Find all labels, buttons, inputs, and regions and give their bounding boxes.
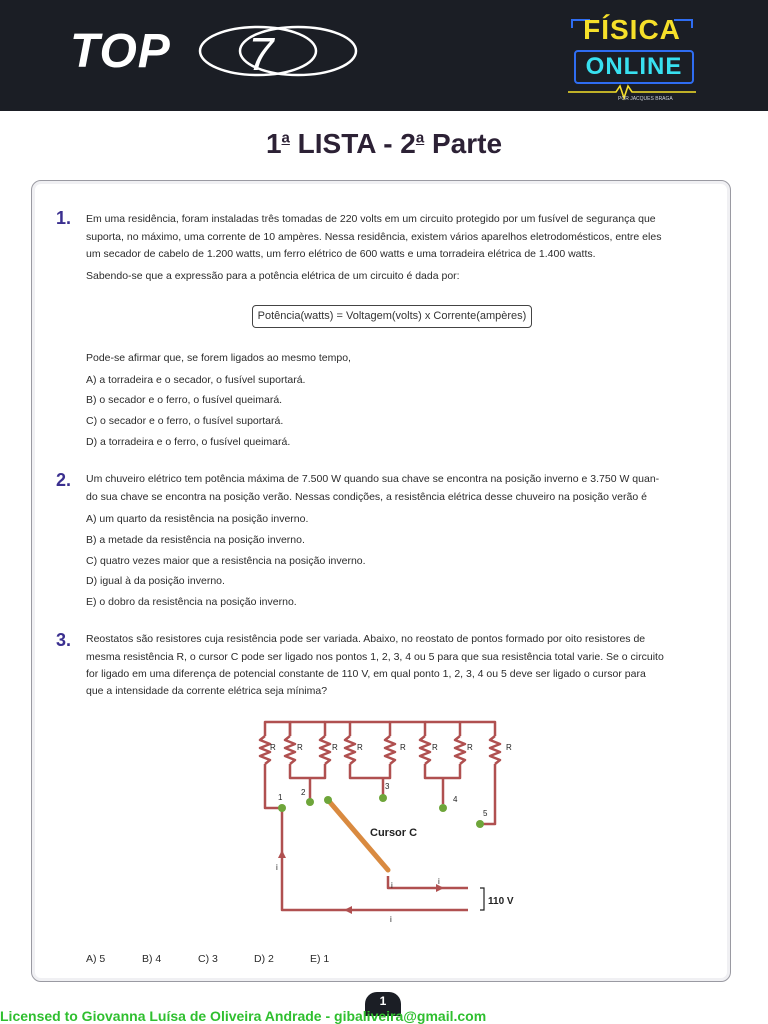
contact-point-4 [439, 804, 447, 812]
point-label-5: 5 [483, 809, 488, 818]
title-ordinal: a [415, 129, 425, 147]
question-2-option: E) o dobro da resistência na posição inverno. [86, 596, 297, 608]
question-3-answer: B) 4 [142, 953, 162, 965]
title-ordinal: a [281, 129, 290, 147]
question-1-option: D) a torradeira e o ferro, o fusível queimará. [86, 436, 291, 448]
title-part: LISTA - 2 [289, 128, 416, 159]
bottom-wire [350, 764, 390, 778]
point-label-3: 3 [385, 782, 390, 791]
fisica-online-logo [566, 14, 698, 104]
point-label-1: 1 [278, 793, 283, 802]
question-3-answer: A) 5 [86, 953, 106, 965]
point-label-4: 4 [453, 795, 458, 804]
contact-point-1 [278, 804, 286, 812]
resistor-label: R [332, 743, 338, 752]
resistor-zigzag [490, 736, 500, 764]
question-2-option: B) a metade da resistência na posição inverno. [86, 534, 305, 546]
point-label-2: 2 [301, 788, 306, 797]
logo-title: FÍSICA [583, 14, 681, 45]
question-1-text-line: um secador de cabelo de 1.200 watts, um ferro elétrico de 600 watts e uma torradeira elétrica de 1.400 watts. [86, 248, 596, 260]
question-1-intro: Sabendo-se que a expressão para a potência elétrica de um circuito é dada por: [86, 270, 460, 282]
title-part: Parte [424, 128, 503, 159]
logo-credit: POR JACQUES BRAGA [618, 96, 673, 102]
license-watermark: Licensed to Giovanna Luísa de Oliveira Andrade - gibaliveira@gmail.com [0, 1008, 487, 1024]
contact-point-2 [306, 798, 314, 806]
question-1-number: 1. [56, 208, 72, 228]
question-3-number: 3. [56, 630, 72, 650]
question-3-answer: E) 1 [310, 953, 330, 965]
resistor-label: R [400, 743, 406, 752]
resistor-zigzag [420, 736, 430, 764]
bottom-wire [425, 764, 460, 778]
question-3-answer: C) 3 [198, 953, 218, 965]
voltage-label: 110 V [488, 896, 514, 907]
power-formula-box: Potência(watts) = Voltagem(volts) x Corrente(ampères) [252, 305, 532, 328]
question-1-text-line: Em uma residência, foram instaladas três tomadas de 220 volts em um circuito protegido por um fusível de segurança que [86, 213, 656, 225]
resistor-zigzag [455, 736, 465, 764]
top-wire [325, 722, 350, 736]
question-3-text-line: for ligado em uma diferença de potencial constante de 110 V, em qual ponto 1, 2, 3, 4 ou 5 deve ser ligado o cursor para [86, 668, 646, 680]
cursor-label: Cursor C [370, 827, 418, 839]
question-1-option: A) a torradeira e o secador, o fusível suportará. [86, 374, 306, 386]
resistor-zigzag [320, 736, 330, 764]
question-2-number: 2. [56, 470, 72, 490]
question-1-option: B) o secador e o ferro, o fusível queimará. [86, 394, 283, 406]
resistor-label: R [432, 743, 438, 752]
top-number-badge [198, 20, 363, 82]
page-title [0, 128, 768, 160]
question-1-option: C) o secador e o ferro, o fusível suportará. [86, 415, 284, 427]
resistor-label: R [357, 743, 363, 752]
rheostat-circuit-diagram [240, 712, 530, 930]
current-label: i [276, 863, 278, 872]
question-1-prompt: Pode-se afirmar que, se forem ligados ao mesmo tempo, [86, 352, 351, 364]
question-3-text-line: que a intensidade da corrente elétrica seja mínima? [86, 685, 328, 697]
resistor-label: R [467, 743, 473, 752]
header-banner [0, 0, 768, 111]
voltage-bracket [480, 888, 484, 910]
main-circuit-wire [388, 876, 468, 888]
current-label: i [438, 877, 440, 886]
question-3-answer: D) 2 [254, 953, 274, 965]
resistor-label: R [297, 743, 303, 752]
resistor-zigzag [345, 736, 355, 764]
main-circuit-wire [282, 808, 468, 910]
top-wire [265, 722, 290, 736]
logo-subtitle: ONLINE [574, 50, 694, 84]
resistor-label: R [270, 743, 276, 752]
question-1-text-line: suporta, no máximo, uma corrente de 10 ampères. Nessa residência, existem vários aparelhos eletrodomésticos, entre eles [86, 231, 662, 243]
bottom-wire [290, 764, 325, 778]
resistor-zigzag [385, 736, 395, 764]
question-2-option: C) quatro vezes maior que a resistência na posição inverno. [86, 555, 366, 567]
title-part: 1 [265, 128, 282, 159]
top-wire [390, 722, 425, 736]
resistor-zigzag [285, 736, 295, 764]
current-label: i [391, 881, 393, 890]
question-2-option: A) um quarto da resistência na posição inverno. [86, 513, 309, 525]
top-number: 7 [248, 28, 274, 80]
current-label: i [390, 915, 392, 924]
current-arrow [344, 906, 352, 914]
question-2-option: D) igual à da posição inverno. [86, 575, 225, 587]
question-3-text-line: Reostatos são resistores cuja resistência pode ser variada. Abaixo, no reostato de pontos formado por oito resistores de [86, 633, 646, 645]
top-label: TOP [70, 25, 171, 78]
resistor-zigzag [260, 736, 270, 764]
current-arrow [278, 850, 286, 858]
contact-point-5 [476, 820, 484, 828]
contact-point-3 [379, 794, 387, 802]
resistor-label: R [506, 743, 512, 752]
question-3-text-line: mesma resistência R, o cursor C pode ser ligado nos pontos 1, 2, 3, 4 ou 5 para que sua resistência total varie. Se o circuito [86, 651, 664, 663]
top-wire [460, 722, 495, 736]
page-number: 1 [365, 992, 401, 1016]
question-2-text-line: Um chuveiro elétrico tem potência máxima de 7.500 W quando sua chave se encontra na posição inverno e 3.750 W quan- [86, 473, 660, 485]
cursor-pivot [324, 796, 332, 804]
question-2-text-line: do sua chave se encontra na posição verão. Nessas condições, a resistência elétrica desse chuveiro na posição verão é [86, 491, 647, 503]
